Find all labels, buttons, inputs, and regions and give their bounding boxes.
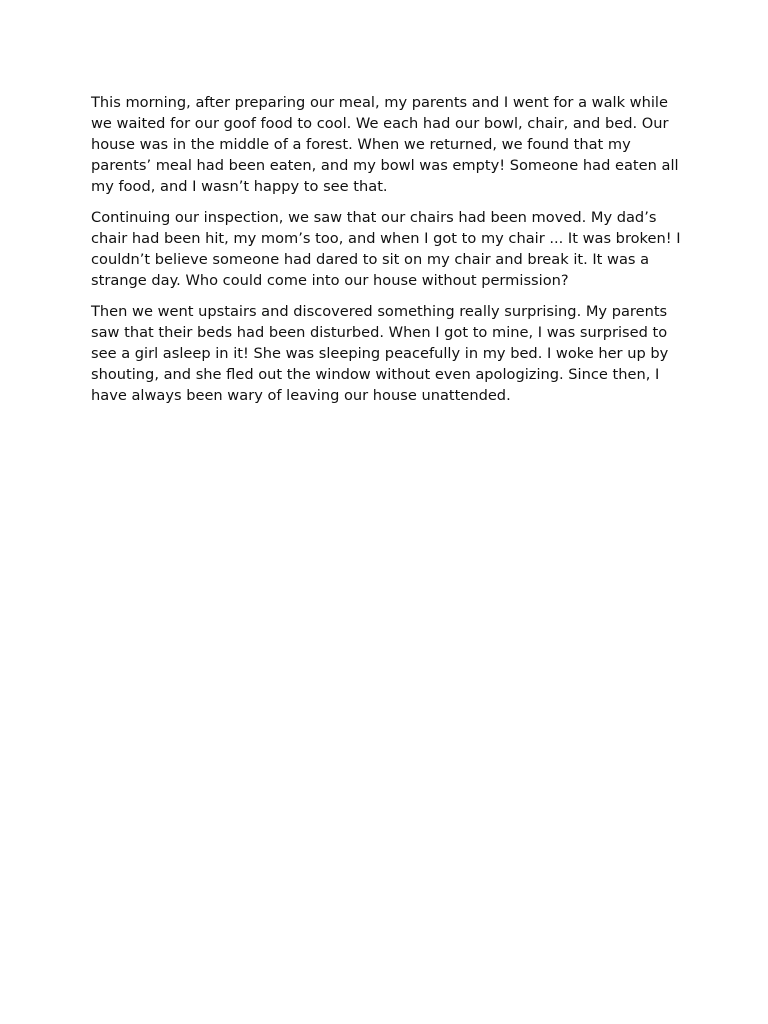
paragraph-3: Then we went upstairs and discovered something really surprising. My parents saw that their beds had been disturbed. When I got to mine, I was surprised to see a girl asleep in it! She was sleeping peacefully in my bed. I woke her up by shouting, and she fled out the window without even apologizing. Since then, I have always been wary of leaving our house unattended. — [91, 303, 669, 404]
paragraph-2: Continuing our inspection, we saw that our chairs had been moved. My dad’s chair had been hit, my mom’s too, and when I got to my chair ... It was broken! I couldn’t believe someone had dared to sit on my chair and break it. It was a strange day. Who could come into our house without permission? — [91, 209, 681, 289]
paragraph-1: This morning, after preparing our meal, my parents and I went for a walk while we waited for our goof food to cool. We each had our bowl, chair, and bed. Our house was in the middle of a forest. When we returned, we found that my parents’ meal had been eaten, and my bowl was empty! Someone had eaten all my food, and I wasn’t happy to see that. — [91, 94, 679, 195]
document-body — [91, 92, 691, 416]
